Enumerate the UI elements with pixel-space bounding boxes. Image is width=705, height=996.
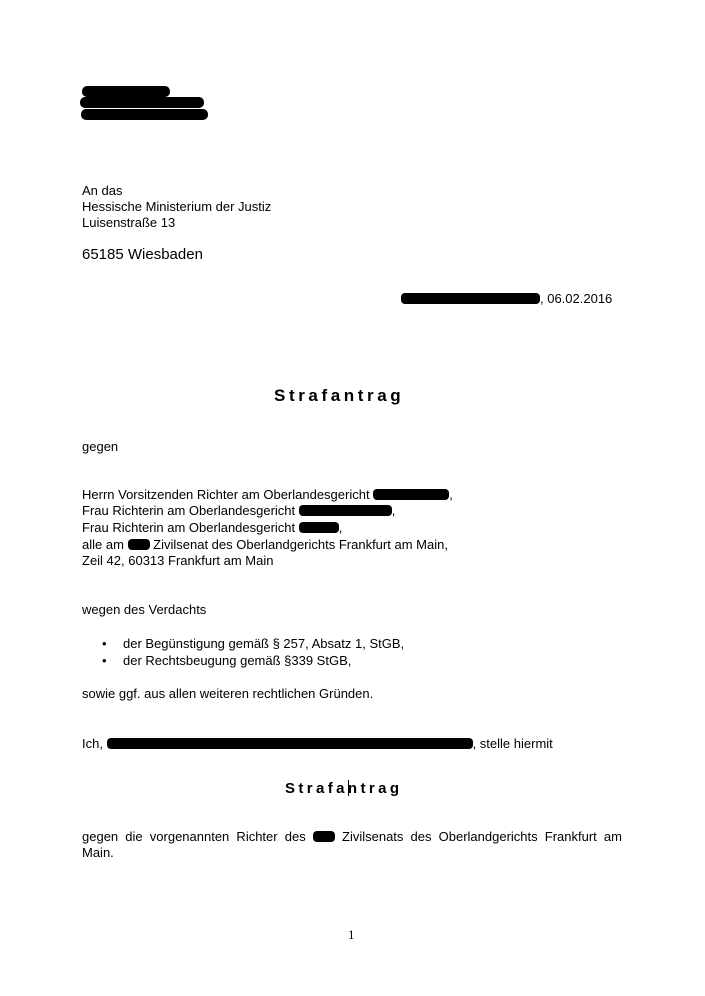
redaction-bar [299, 522, 339, 533]
recipient-line: Hessische Ministerium der Justiz [82, 199, 272, 214]
closing-text: gegen die vorgenannten Richter des [82, 829, 313, 844]
accused-text: , [338, 520, 343, 535]
statement-text: , stelle hiermit [472, 736, 553, 751]
accused-text: Herrn Vorsitzenden Richter am Oberlandesgericht [82, 487, 374, 502]
accused-text: , [391, 503, 396, 518]
accused-text: alle am [82, 537, 128, 552]
redaction-bar [107, 738, 473, 749]
bullet-item: der Begünstigung gemäß § 257, Absatz 1, StGB, [123, 636, 405, 651]
accused-text: Zivilsenat des Oberlandgerichts Frankfurt am Main, [149, 537, 448, 552]
accused-line [82, 520, 342, 536]
date-text: , 06.02.2016 [540, 291, 613, 306]
statement-line [82, 736, 553, 752]
redaction-bar [80, 97, 204, 108]
date-line [401, 291, 612, 307]
redaction-bar [299, 505, 392, 516]
further-grounds: sowie ggf. aus allen weiteren rechtlichen Gründen. [82, 686, 374, 701]
recipient-line: An das [82, 183, 123, 198]
accused-line [82, 537, 448, 553]
accused-line: Zeil 42, 60313 Frankfurt am Main [82, 553, 274, 568]
document-title: Strafantrag [274, 386, 405, 405]
accused-line [82, 487, 453, 503]
closing-paragraph [82, 829, 622, 861]
accused-text: Frau Richterin am Oberlandesgericht [82, 520, 299, 535]
suspicion-intro: wegen des Verdachts [82, 602, 207, 617]
second-title[interactable] [285, 780, 402, 797]
gegen-label: gegen [82, 439, 119, 454]
redaction-bar [373, 489, 449, 500]
recipient-line: Luisenstraße 13 [82, 215, 176, 230]
bullet-marker: • [102, 653, 107, 668]
page-number: 1 [348, 927, 355, 942]
redaction-bar [401, 293, 540, 304]
accused-text: Frau Richterin am Oberlandesgericht [82, 503, 299, 518]
title-text: Strafa [285, 780, 348, 797]
statement-text: Ich, [82, 736, 107, 751]
recipient-city: 65185 Wiesbaden [82, 246, 203, 263]
accused-text: , [449, 487, 453, 502]
bullet-marker: • [102, 636, 107, 651]
redaction-bar [128, 539, 150, 550]
bullet-item: der Rechtsbeugung gemäß §339 StGB, [123, 653, 352, 668]
title-text: ntrag [347, 780, 403, 797]
redaction-bar [82, 86, 170, 97]
closing-text: Zivilsenats des Oberlandgerichts Frankfurt am Main. [82, 829, 622, 860]
redaction-bar [81, 109, 208, 120]
redaction-bar [313, 831, 335, 842]
accused-line [82, 503, 395, 519]
